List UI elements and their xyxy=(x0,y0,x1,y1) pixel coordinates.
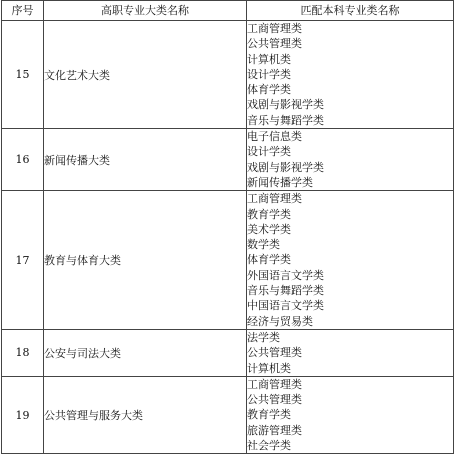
undergraduate-category-item: 体育学类 xyxy=(247,83,291,97)
row-vocational-category: 公安与司法大类 xyxy=(44,329,247,376)
undergraduate-category-item: 社会学类 xyxy=(247,439,291,453)
table-row xyxy=(2,129,454,191)
major-matching-table xyxy=(1,0,454,454)
undergraduate-category-item: 音乐与舞蹈学类 xyxy=(247,284,324,298)
row-vocational-category: 文化艺术大类 xyxy=(44,21,247,129)
undergraduate-category-item: 戏剧与影视学类 xyxy=(247,160,324,174)
table-body xyxy=(2,21,454,454)
undergraduate-category-item: 数学类 xyxy=(247,238,280,252)
undergraduate-category-item: 新闻传播学类 xyxy=(247,175,313,189)
row-undergraduate-categories xyxy=(247,129,454,191)
undergraduate-category-item: 经济与贸易类 xyxy=(247,314,313,328)
undergraduate-category-item: 外国语言文学类 xyxy=(247,268,324,282)
undergraduate-category-item: 旅游管理类 xyxy=(247,423,302,437)
undergraduate-category-item: 中国语言文学类 xyxy=(247,299,324,313)
row-undergraduate-categories xyxy=(247,191,454,330)
undergraduate-category-item: 设计学类 xyxy=(247,145,291,159)
undergraduate-category-item: 戏剧与影视学类 xyxy=(247,98,324,112)
header-row xyxy=(2,1,454,21)
row-seq: 15 xyxy=(2,21,44,129)
table-row xyxy=(2,329,454,376)
row-seq: 16 xyxy=(2,129,44,191)
table-row xyxy=(2,191,454,330)
undergraduate-category-item: 教育学类 xyxy=(247,207,291,221)
undergraduate-category-item: 公共管理类 xyxy=(247,393,302,407)
row-seq: 18 xyxy=(2,329,44,376)
undergraduate-category-item: 音乐与舞蹈学类 xyxy=(247,113,324,127)
row-seq: 19 xyxy=(2,376,44,453)
row-vocational-category: 新闻传播大类 xyxy=(44,129,247,191)
row-undergraduate-categories xyxy=(247,376,454,453)
undergraduate-category-item: 计算机类 xyxy=(247,361,291,375)
undergraduate-category-item: 设计学类 xyxy=(247,67,291,81)
undergraduate-category-item: 法学类 xyxy=(247,330,280,344)
undergraduate-category-item: 公共管理类 xyxy=(247,37,302,51)
undergraduate-category-item: 工商管理类 xyxy=(247,22,302,35)
row-undergraduate-categories xyxy=(247,21,454,129)
undergraduate-category-item: 计算机类 xyxy=(247,52,291,66)
row-vocational-category: 教育与体育大类 xyxy=(44,191,247,330)
table-row xyxy=(2,376,454,453)
header-vocational-category: 高职专业大类名称 xyxy=(44,1,247,21)
undergraduate-category-item: 美术学类 xyxy=(247,222,291,236)
undergraduate-category-item: 工商管理类 xyxy=(247,192,302,206)
header-undergraduate-category: 匹配本科专业类名称 xyxy=(247,1,454,21)
row-undergraduate-categories xyxy=(247,329,454,376)
row-vocational-category: 公共管理与服务大类 xyxy=(44,376,247,453)
undergraduate-category-item: 教育学类 xyxy=(247,408,291,422)
table-row xyxy=(2,21,454,129)
undergraduate-category-item: 体育学类 xyxy=(247,253,291,267)
header-seq: 序号 xyxy=(2,1,44,21)
undergraduate-category-item: 电子信息类 xyxy=(247,130,302,144)
undergraduate-category-item: 工商管理类 xyxy=(247,377,302,391)
row-seq: 17 xyxy=(2,191,44,330)
undergraduate-category-item: 公共管理类 xyxy=(247,346,302,360)
